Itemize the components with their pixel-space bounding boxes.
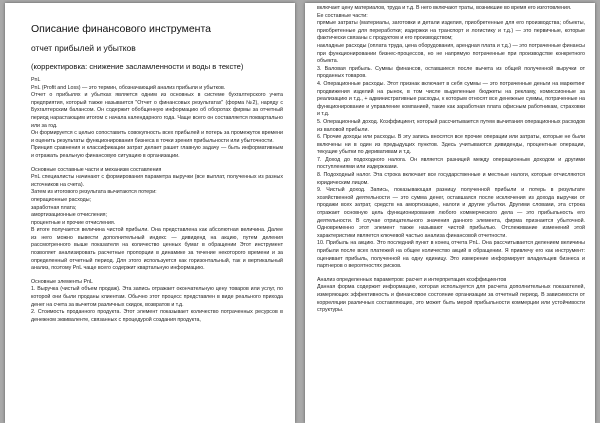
document-subtitle: отчет прибылей и убытков bbox=[31, 43, 136, 53]
page-right-content bbox=[305, 3, 595, 315]
paragraph-analysis: Анализ определенных параметров: расчет и интерпретация коэффициентов Данная форма содержит информацию, которая используется для расчета дополнительных показателей, измеряющих эффективность и финансовое состояние организации за отчетный период. В зависимости от корреляции различных составляющих, это может быть мерой прибыльности коммерции или устойчивости структуры. bbox=[317, 276, 585, 314]
page-left-content bbox=[5, 3, 295, 324]
correction-note: (корректировка: снижение засламленности и воды в тексте) bbox=[31, 62, 244, 71]
paragraph-elements: Основные элементы PnL 1. Выручка (чистый объем продаж). Эта запись отражает окончательную цену товаров или услуг, по которой они были проданы клиентам. Обычно этот процесс представлен в виде реального прихода денег на счета за вычетом различных скидок, возвратов и т.д. 2. Стоимость проданного продукта. Этот элемент показывает количество потраченных ресурсов в денежном эквиваленте, связанных с процедурой создания продукта, bbox=[31, 278, 283, 323]
paragraph-intro: PnL PnL (Profit and Loss) — это термин, обозначающий анализ прибыли и убытков. Отчет о прибылях и убытках является одним из основных в системе бухгалтерского учета предприятия, который также называется "Отчет о финансовых результатах" (форма №2), наряду с Бухгалтерским балансом. Он содержит обобщенную информацию об оборотах фирмы за отчетный период нарастающим итогом с начала календарного года. Чаще всего он составляется поквартально или за год. Он формируется с целью сопоставить совокупность всех прибылей и потерь за промежуток времени и оценить результаты функционирования бизнеса в точки зрения прибыльности или убыточности. Принцип сравнения и классификации затрат делает рашет главную задачу — быть информативным и отражать реальную финансовую ситуацию в организации. bbox=[31, 77, 283, 159]
document-page-right bbox=[305, 3, 595, 423]
paragraph-components: Основные составные части и механизм составления PnL специалисты начинают с формирования параметра выручки (все выплат, полученных из разных источников на счета). Затем из итогового результата вычитаются потери: операционные расходы; заработная плата; амортизационные отчисления; процентные и прочие отчисления. В итоге получается величина чистой прибыли. Она представлена как абсолютная величина. Далее из него можно вывести дополнительный индекс — дивиденд на акцию, путем деления рассмотренного выше показателя на количество ценных бумаг в обращении Этот инструмент позволяет анализировать расчетные пропорции в динамике за течение некоторого времени и за определенный отчетный период. Для этого используется как горизонтальный, так и вертикальный анализ, поэтому PnL чаще всего содержит квартальную информацию. bbox=[31, 166, 283, 272]
document-title: Описание финансового инструмента bbox=[31, 23, 211, 35]
paragraph-elements-continued: включает цену материалов, труда и т.д. В него включают траты, возникшие во время его изготовления. Ее составные части: прямые затраты (материалы, заготовки и детали изделия, приобретенные для его производства; объекты, приобретенные для переработки; издержки на транспорт и логистику и т.д.) — это первичные, которые фактически связаны с продуктом и его производством; накладные расходы (оплата труда, цена оборудования, арендная плата и т.д.) — это потраченные финансы при функционировании бизнес-процессов, но не напрямую потраченные при производстве конкретного объекта. 3. Валовая прибыль. Суммы финансов, оставшиеся после вычета из общей полученной выручки от проданных товаров. 4. Операционные расходы. Этот признак включает в себя суммы — это потраченные деньги на маркетинг продвижения изделий на рынок, в том числе выделенные бюджеты на рекламу, комиссионные за реализацию и т.д., + административные расходы, к которым относят все денежные суммы, потраченные на функционирование и управление компанией, такие как заработная плата офисным работникам, страховки и т.д. 5. Операционный доход. Коэффициент, который рассчитывается путем вычитания операционных расходов из валовой прибыли. 6. Прочие доходы или расходы. В эту запись вносятся все прочие операции или затраты, которые не были включены ни в один из предыдущих пунктов. Здесь учитываются дивиденды, процентные операции, текущие убытки по деривативам и т.д. 7. Доход до подоходного налога. Он является разницей между операционным доходом и другими поступлениями или издержками. 8. Подоходный налог. Эта строка включает все государственные и местные налоги, которые отчисляются юридическим лицом. 9. Чистый доход. Запись, показывающая разницу полученной прибыли и потерь в результате хозяйственной деятельности — это сумма денег, оставшаяся после исключения из дохода выручки от продажи всех затрат, средств на амортизацию, налоги и другие убытки. Другими словами, эта строка отражает основную цель функционирования любого коммерческого дела — это прибыльность его деятельности. В случае отрицательного значения данного элемента, фирма признается убыточной. Одновременно этот элемент также называют чистой прибылью. Отслеживание изменений этой характеристики является ключевой частью анализа финансовой отчетности. 10. Прибыль на акцию. Это последний пункт в конец отчета PnL. Она рассчитывается делением величины прибыли после всех платежей на общее количество акций в обращении. Я привлечу его как инструмент: оценивает прибыль, полученной на одну единицу. Это измерение информирует владельцев бизнеса и партнеров о вероятностях рисков. bbox=[317, 5, 585, 270]
document-page-left bbox=[5, 3, 295, 423]
